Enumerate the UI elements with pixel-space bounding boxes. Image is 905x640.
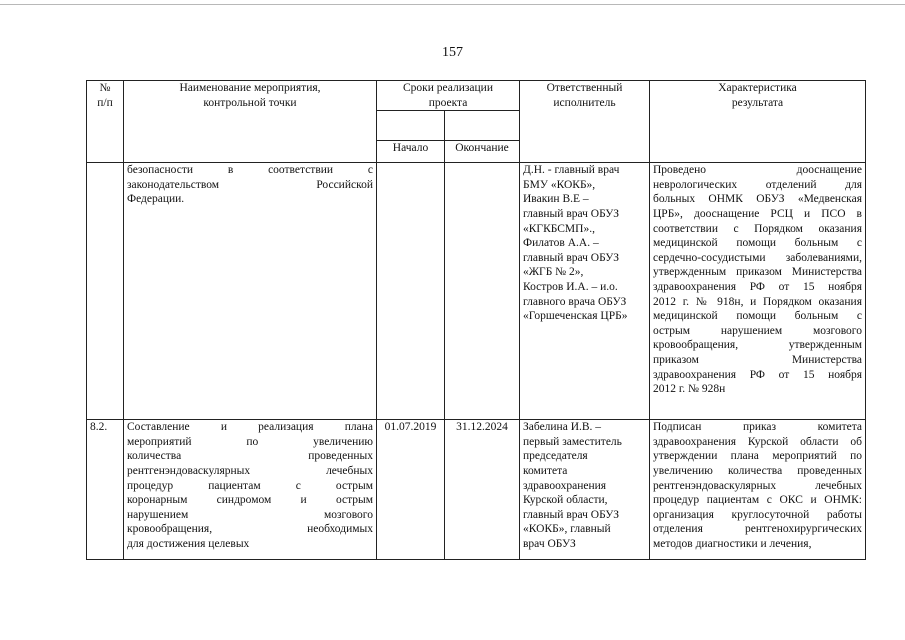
page-top-rule xyxy=(0,4,905,5)
cell-line: здравоохранения xyxy=(523,479,607,492)
cell-line: приказом Министерства xyxy=(653,353,862,366)
cell-line: Филатов А.А. – xyxy=(523,237,599,250)
cell-line: увеличению количества проведенных xyxy=(653,464,862,477)
cell-line: количества проведенных xyxy=(127,450,373,463)
cell-line: кровообращения, необходимых xyxy=(127,523,373,536)
cell-line: сердечно-сосудистыми заболеваниями, xyxy=(653,251,862,264)
cell-line: отделения рентгенохирургических xyxy=(653,523,862,536)
cell-line: утверждении плана мероприятий по xyxy=(653,450,862,463)
row-1-responsible xyxy=(520,420,650,560)
row-1-start: 01.07.2019 xyxy=(377,420,445,560)
row-1-num: 8.2. xyxy=(87,420,124,560)
cell-line: процедур пациентам с острым xyxy=(127,479,373,492)
header-start: Начало xyxy=(377,141,445,163)
row-0-start xyxy=(377,163,445,420)
header-deadlines: Сроки реализации проекта xyxy=(377,81,520,111)
cell-line: главного врача ОБУЗ xyxy=(523,295,627,308)
row-0-end xyxy=(445,163,520,420)
cell-line: Проведено дооснащение xyxy=(653,164,862,177)
cell-line: главный врач ОБУЗ xyxy=(523,251,620,264)
cell-line: «КГКБСМП»., xyxy=(523,222,595,235)
cell-line: врач ОБУЗ xyxy=(523,537,576,550)
cell-line: законодательством Российской xyxy=(127,178,373,191)
cell-line: медицинской помощи больным с xyxy=(653,237,862,250)
row-0-name xyxy=(124,163,377,420)
cell-line: главный врач ОБУЗ xyxy=(523,508,620,521)
cell-line: Д.Н. - главный врач xyxy=(523,164,620,177)
header-deadlines-spacer xyxy=(445,111,520,141)
cell-line: методов диагностики и лечения, xyxy=(653,537,812,550)
header-deadlines-spacer xyxy=(377,111,445,141)
page-number: 157 xyxy=(442,45,463,60)
cell-line: безопасности в соответствии с xyxy=(127,164,373,177)
cell-line: ЦРБ», дооснащение РСЦ и ПСО в xyxy=(653,207,862,220)
cell-line: 2012 г. № 928н xyxy=(653,383,726,396)
cell-line: главный врач ОБУЗ xyxy=(523,207,620,220)
row-0-num xyxy=(87,163,124,420)
cell-line: председателя xyxy=(523,450,588,463)
cell-line: «КОКБ», главный xyxy=(523,523,611,536)
cell-line: здравоохранения РФ от 15 ноября xyxy=(653,280,862,293)
cell-line: для достижения целевых xyxy=(127,537,250,550)
cell-line: Федерации. xyxy=(127,193,185,206)
row-1-name xyxy=(124,420,377,560)
cell-line: кровообращения, утвержденным xyxy=(653,339,862,352)
header-responsible: Ответственный исполнитель xyxy=(520,81,650,163)
cell-line: утвержденным приказом Министерства xyxy=(653,266,862,279)
cell-line: БМУ «КОКБ», xyxy=(523,178,596,191)
cell-line: нарушением мозгового xyxy=(127,508,373,521)
header-name: Наименование мероприятия, контрольной точки xyxy=(124,81,377,163)
cell-line: Забелина И.В. – xyxy=(523,421,602,434)
cell-line: здравоохранения РФ от 15 ноября xyxy=(653,368,862,381)
row-1-end: 31.12.2024 xyxy=(445,420,520,560)
cell-line: коронарным синдромом и острым xyxy=(127,494,373,507)
cell-line: медицинской помощи больным с xyxy=(653,310,862,323)
cell-line: первый заместитель xyxy=(523,435,622,448)
row-0-responsible xyxy=(520,163,650,420)
cell-line: «ЖГБ № 2», xyxy=(523,266,584,279)
cell-line: рентгенэндоваскулярных лечебных xyxy=(127,464,373,477)
cell-line: неврологических отделений для xyxy=(653,178,862,191)
row-1-result xyxy=(650,420,866,560)
cell-line: здравоохранения Курской области об xyxy=(653,435,862,448)
cell-line: Курской области, xyxy=(523,494,608,507)
header-result: Характеристика результата xyxy=(650,81,866,163)
cell-line: мероприятий по увеличению xyxy=(127,435,373,448)
cell-line: острым нарушением мозгового xyxy=(653,324,862,337)
header-end: Окончание xyxy=(445,141,520,163)
cell-line: «Горшеченская ЦРБ» xyxy=(523,310,628,323)
cell-line: Составление и реализация плана xyxy=(127,421,373,434)
cell-line: комитета xyxy=(523,464,568,477)
cell-line: Подписан приказ комитета xyxy=(653,421,862,434)
cell-line: Костров И.А. – и.о. xyxy=(523,280,618,293)
header-num: № п/п xyxy=(87,81,124,163)
cell-line: Ивакин В.Е – xyxy=(523,193,589,206)
cell-line: соответствии с Порядком оказания xyxy=(653,222,862,235)
plan-table xyxy=(86,80,866,560)
cell-line: больных ОНМК ОБУЗ «Медвенская xyxy=(653,193,862,206)
cell-line: рентгенэндоваскулярных лечебных xyxy=(653,479,862,492)
cell-line: 2012 г. № 918н, и Порядком оказания xyxy=(653,295,862,308)
cell-line: процедур пациентам с ОКС и ОНМК: xyxy=(653,494,862,507)
cell-line: организация круглосуточной работы xyxy=(653,508,862,521)
row-0-result xyxy=(650,163,866,420)
